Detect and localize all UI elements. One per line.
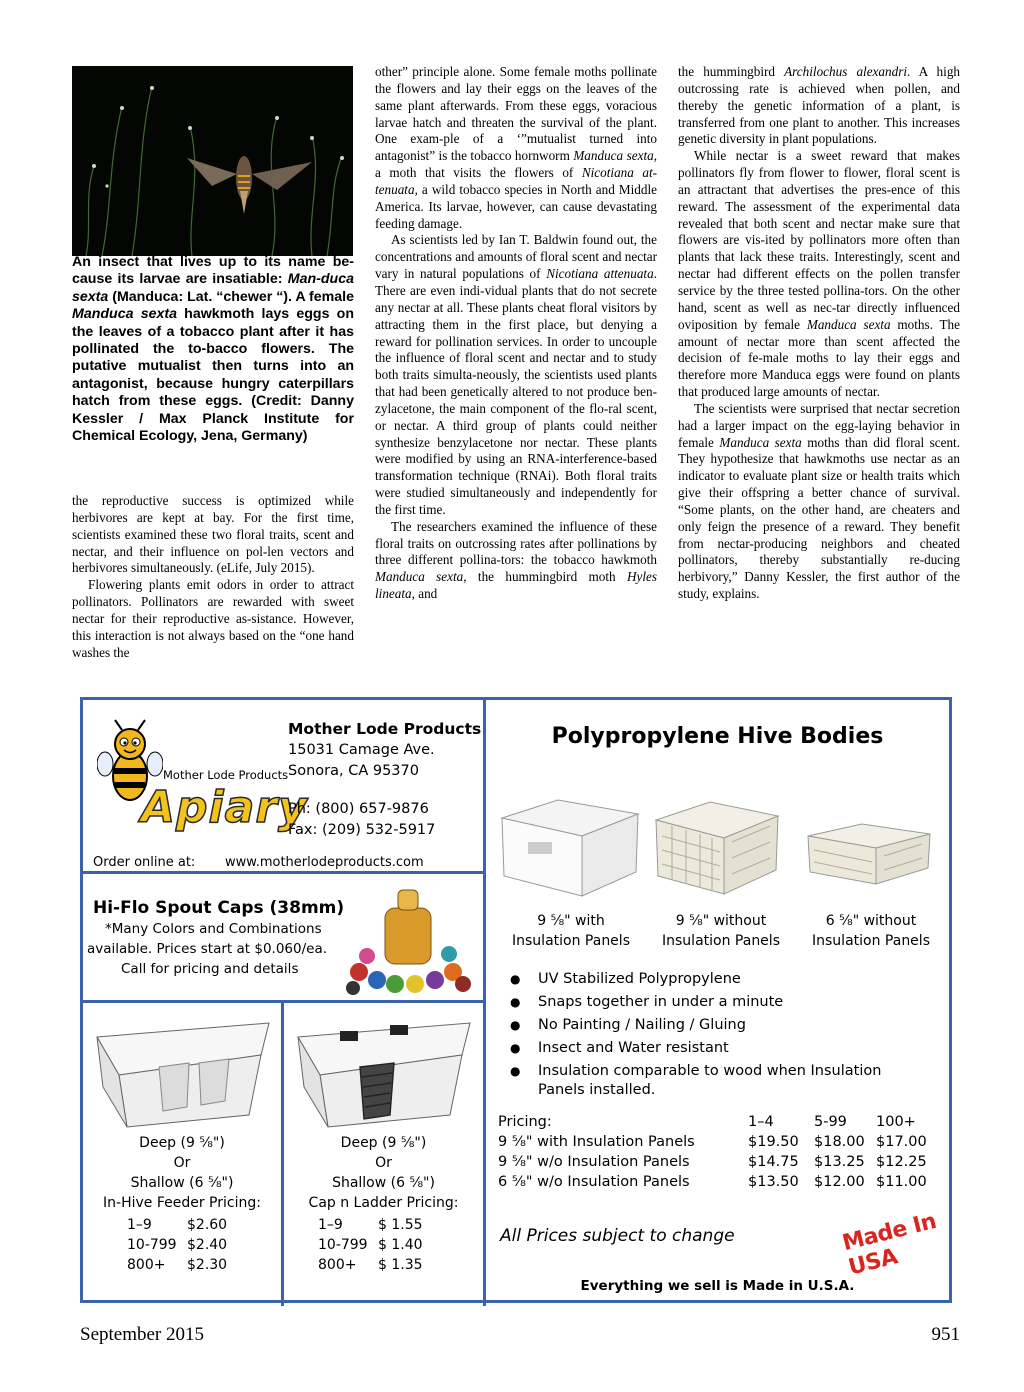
feature-item: ● UV Stabilized Polypropylene [502,970,922,989]
ladder-price-table [318,1215,448,1275]
order-online-label: Order online at: [93,855,196,870]
paragraph: While nectar is a sweet reward that makes pollinators fly from flower to flower, floral scent is an attractant that advertises the pres-ence of this reward. The assessment of the experimental data revealed that both scent and nectar make sure that flowers are vis-ited by pollinators more often than plants that lack these traits. Interestingly, scent and nectar had different effects on the pollen transfer service by the three tested pollina-tors. On the other hand, scent as well as nec-tar directly influenced oviposition by female Manduca sexta moths. The amount of nectar more than scent affected the decision of fe-male moths to lay their eggs and therefore more Manduca eggs were found on plants that produced large amounts of nectar. [678,148,960,400]
article-column-3 [678,64,960,603]
hive-caption-1-line-1: 9 ⅝" with [537,913,605,929]
made-in-usa-text: Everything we sell is Made in U.S.A. [580,1278,855,1294]
ladder-shallow: Shallow (6 ⅝") [332,1175,435,1191]
qty-cell: 800+ [318,1257,357,1273]
price-disclaimer: All Prices subject to change [500,1226,735,1246]
hive-title: Polypropylene Hive Bodies [551,724,884,749]
price-cell: $2.40 [187,1237,228,1253]
address-line-1: 15031 Camage Ave. [288,742,435,758]
spout-line-2: available. Prices start at $0.060/ea. [87,941,328,957]
apiary-logo: Apiary [141,782,308,833]
feeder-shallow: Shallow (6 ⅝") [130,1175,234,1191]
feeder-price-table [127,1215,257,1275]
price-cell: $11.00 [876,1174,927,1190]
moth-photo-art [72,66,353,256]
spout-caps-image [345,884,475,996]
ladder-deep: Deep (9 ⅝") [340,1135,427,1151]
moth-photo [72,66,353,256]
price-cell: $ 1.40 [378,1237,423,1253]
spout-title: Hi-Flo Spout Caps (38mm) [93,898,345,918]
feature-list [502,970,922,1104]
hive-bodies-panel [486,700,949,1300]
price-header: 100+ [876,1114,916,1130]
qty-cell: 10-799 [318,1237,368,1253]
hive-caption-1-line-2: Insulation Panels [512,933,630,949]
made-in-usa-badge: Made In USA [840,1208,939,1281]
price-header: 1–4 [748,1114,774,1130]
caption-text: hawkmoth lays eggs on the leaves of a tobacco plant after it has pollinated the to-bacco flowers. The putative mutualist then turns into an antagonist, because hungry caterpillars hatch from these eggs. (Credit: Danny Kessler / Max Planck Institute for Chemical Ecology, Jena, Germany) [72,306,355,445]
price-cell: $ 1.55 [378,1217,423,1233]
paragraph: The scientists were surprised that nectar secretion had a larger impact on the egg-laying behavior in female Manduca sexta moths than did floral scent. They hypothesize that hawkmoths use nectar as an indicator to evaluate plant size or health traits which give their offspring a better chance of survival. “Some plants, on the other hand, are cheaters and only feign the presence of a reward. They benefit from nectar-producing neighbors and cheated pollinators, thereby substantially re-ducing herbivory,” Danny Kessler, the first author of the study, explains. [678,400,961,602]
product-cell: 9 ⅝" w/o Insulation Panels [498,1154,690,1170]
paragraph: other” principle alone. Some female moths pollinate the flowers and lay their eggs on the leaves of the same plant afterwards. From these eggs, voracious larvae hatch and threaten the survival of the plant. One exam-ple of a ‘”mutualist turned into antagonist” is the tobacco hornworm Manduca sexta, a moth that visits the flowers of Nicotiana at-tenuata, a wild tobacco species in North and Middle America. Its larvae, however, can cause devastating feeding damage. [375,64,658,231]
feeder-panel [83,1003,284,1306]
spout-caps-panel [83,874,486,1003]
price-cell: $2.30 [187,1257,228,1273]
photo-caption [72,254,354,445]
price-cell: $19.50 [748,1134,799,1150]
fax-number: Fax: (209) 532-5917 [288,822,436,838]
price-cell: $18.00 [814,1134,865,1150]
hive-body-without-panels-image [652,796,782,900]
phone-number: Ph: (800) 657-9876 [288,801,429,817]
price-cell: $17.00 [876,1134,927,1150]
caption-text: An insect that lives up to its name be-cause its larvae are insatiable: [72,254,354,288]
price-cell: $13.25 [814,1154,865,1170]
product-cell: 9 ⅝" with Insulation Panels [498,1134,695,1150]
advertisement [80,697,952,1303]
article-column-1 [72,493,354,661]
hive-caption-3-line-1: 6 ⅝" without [825,913,917,929]
cap-n-ladder-image [290,1015,478,1133]
paragraph: the hummingbird Archilochus alexandri. A high outcrossing rate is achieved when pollen, and thereby the genetic information of a plant, is transferred from one plant to another. This increases genetic diversity in plant populations. [678,64,961,147]
pricing-label: Pricing: [498,1114,552,1130]
hive-caption-2-line-1: 9 ⅝" without [675,913,767,929]
paragraph: The researchers examined the influence of these floral traits on outcrossing rates after pollinations by three different pollina-tors: the tobacco hawkmoth Manduca sexta, the hummingbird moth Hyles lineata, and [375,518,657,602]
price-cell: $ 1.35 [378,1257,423,1273]
article-column-2 [375,64,657,603]
price-cell: $12.25 [876,1154,927,1170]
feature-item: ● Insulation comparable to wood when Insulation Panels installed. [502,1062,922,1100]
feature-item: ● No Painting / Nailing / Gluing [502,1016,922,1035]
feeder-deep: Deep (9 ⅝") [139,1135,225,1151]
price-cell: $12.00 [814,1174,865,1190]
hive-body-with-panels-image [498,796,643,900]
hive-price-table [498,1112,936,1192]
shallow-hive-body-image [804,820,934,890]
price-header: 5-99 [814,1114,847,1130]
footer-date: September 2015 [80,1324,205,1345]
spout-line-3: Call for pricing and details [121,961,299,977]
ladder-panel [284,1003,486,1306]
in-hive-feeder-image [89,1015,277,1133]
hive-caption-3-line-2: Insulation Panels [812,933,930,949]
feeder-pricing-label: In-Hive Feeder Pricing: [103,1195,261,1211]
price-cell: $13.50 [748,1174,799,1190]
qty-cell: 800+ [127,1257,166,1273]
hive-caption-2-line-2: Insulation Panels [662,933,780,949]
qty-cell: 1–9 [318,1217,343,1233]
qty-cell: 10-799 [127,1237,177,1253]
address-line-2: Sonora, CA 95370 [288,763,419,779]
paragraph: the reproductive success is optimized while herbivores are kept at bay. For the first time, scientists examined these two floral traits, scent and nectar, and their influence on pol-len vectors and herbivores simultaneously. (eLife, July 2015). [72,493,354,576]
caption-text: (Manduca: Lat. “chewer “). A female [108,288,355,305]
feeder-or: Or [173,1155,191,1171]
feature-item: ● Snaps together in under a minute [502,993,922,1012]
paragraph: Flowering plants emit odors in order to attract pollinators. Pollinators are rewarded with sweet nectar for their reproductive as-sistance. However, this interaction is not always based on the “one hand washes the [72,577,354,660]
company-panel [83,700,486,874]
paragraph: As scientists led by Ian T. Baldwin found out, the concentrations and amounts of floral scent and nectar vary in natural populations of Nicotiana attenuata. There are even indi-vidual plants that do not secrete any nectar at all. These plants cheat floral visitors by attracting them in the first place, but denying a reward for pollination services. In order to uncouple the influence of floral scent and nectar and to study both traits simulta-neously, the scientists used plants that had been genetically altered to not produce ben-zylacetone, the main component of the flo-ral scent, or nectar. A third group of plants could neither synthesize benzylacetone nor nectar. These plants were modified by using an RNA-interference-based transformation technique (RNAi). Both floral traits were studied simultaneously and independently for the first time. [375,232,657,517]
product-cell: 6 ⅝" w/o Insulation Panels [498,1174,690,1190]
feature-item: ● Insect and Water resistant [502,1039,922,1058]
company-name: Mother Lode Products [288,720,482,738]
price-cell: $2.60 [187,1217,228,1233]
spout-line-1: *Many Colors and Combinations [105,921,322,937]
qty-cell: 1–9 [127,1217,152,1233]
caption-species: Man-duca sexta [72,271,354,305]
page-number: 951 [931,1324,960,1345]
logo-small-text: Mother Lode Products [163,768,289,782]
price-cell: $14.75 [748,1154,799,1170]
ladder-pricing-label: Cap n Ladder Pricing: [308,1195,459,1211]
caption-species: Manduca sexta [72,306,177,323]
ladder-or: Or [375,1155,392,1171]
website-link[interactable]: www.motherlodeproducts.com [225,855,424,870]
